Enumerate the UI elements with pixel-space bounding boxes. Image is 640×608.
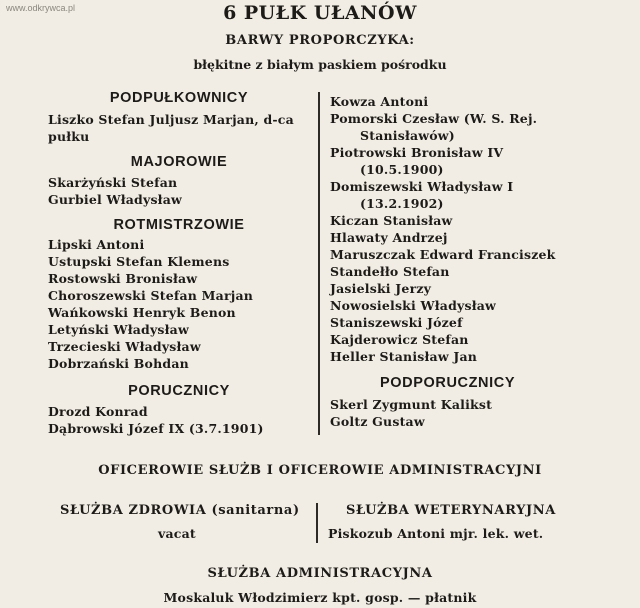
list-item: Choroszewski Stefan Marjan (48, 288, 254, 303)
majorowie-heading: MAJOROWIE (130, 154, 228, 170)
list-item: Nowosielski Władysław (330, 298, 497, 313)
list-item: Dobrzański Bohdan (48, 356, 189, 371)
list-item: Kowza Antoni (330, 94, 429, 109)
list-item: Gurbiel Władysław (48, 192, 182, 207)
list-item: (13.2.1902) (360, 196, 444, 211)
list-item: Staniszewski Józef (330, 315, 463, 330)
list-item: (10.5.1900) (360, 162, 444, 177)
column-divider (318, 92, 320, 435)
colors-heading: BARWY PROPORCZYKA: (225, 33, 415, 48)
rotmistrzowie-heading: ROTMISTRZOWIE (113, 217, 245, 233)
list-item: Pomorski Czesław (W. S. Rej. (330, 111, 538, 126)
admin-service-heading: SŁUŻBA ADMINISTRACYJNA (207, 566, 433, 581)
list-item: Rostowski Bronisław (48, 271, 198, 286)
health-service-heading: SŁUŻBA ZDROWIA (sanitarna) (60, 503, 300, 518)
list-item: Liszko Stefan Juljusz Marjan, d-ca (48, 112, 294, 127)
list-item: Letyński Władysław (48, 322, 189, 337)
list-item: Jasielski Jerzy (330, 281, 432, 296)
colors-text: błękitne z białym paskiem pośrodku (193, 57, 447, 72)
list-item: Heller Stanisław Jan (330, 349, 478, 364)
list-item: Kiczan Stanisław (330, 213, 453, 228)
list-item: Skerl Zygmunt Kalikst (330, 397, 493, 412)
veterinary-service-heading: SŁUŻBA WETERYNARYJNA (346, 503, 556, 518)
list-item: Stanisławów) (360, 128, 455, 143)
watermark: www.odkrywca.pl (6, 3, 76, 13)
right-column (330, 93, 630, 430)
list-item: Lipski Antoni (48, 237, 145, 252)
list-item: pułku (48, 129, 90, 144)
podpulkownicy-heading: PODPUŁKOWNICY (109, 90, 249, 106)
list-item: Hlawaty Andrzej (330, 230, 448, 245)
page-title: 6 PUŁK UŁANÓW (223, 2, 417, 24)
list-item: Standełło Stefan (330, 264, 450, 279)
list-item: Kajderowicz Stefan (330, 332, 469, 347)
list-item: Piotrowski Bronisław IV (330, 145, 504, 160)
list-item: Goltz Gustaw (330, 414, 425, 429)
porucznicy-heading: PORUCZNICY (128, 383, 230, 399)
list-item: Skarżyński Stefan (48, 175, 178, 190)
veterinary-service-text: Piskozub Antoni mjr. lek. wet. (328, 526, 544, 541)
podporucznicy-heading: PODPORUCZNICY (380, 375, 516, 391)
left-column (48, 90, 310, 437)
list-item: Domiszewski Władysław I (330, 179, 514, 194)
list-item: Drozd Konrad (48, 404, 148, 419)
list-item: Dąbrowski Józef IX (3.7.1901) (48, 421, 264, 436)
list-item: Wańkowski Henryk Benon (48, 305, 236, 320)
services-divider (316, 503, 318, 543)
services-heading: OFICEROWIE SŁUŻB I OFICEROWIE ADMINISTRACYJNI (98, 463, 542, 478)
admin-service-text: Moskaluk Włodzimierz kpt. gosp. — płatnik (163, 590, 477, 605)
health-service-text: vacat (158, 526, 196, 541)
list-item: Ustupski Stefan Klemens (48, 254, 230, 269)
list-item: Trzecieski Władysław (48, 339, 201, 354)
list-item: Maruszczak Edward Franciszek (330, 247, 556, 262)
